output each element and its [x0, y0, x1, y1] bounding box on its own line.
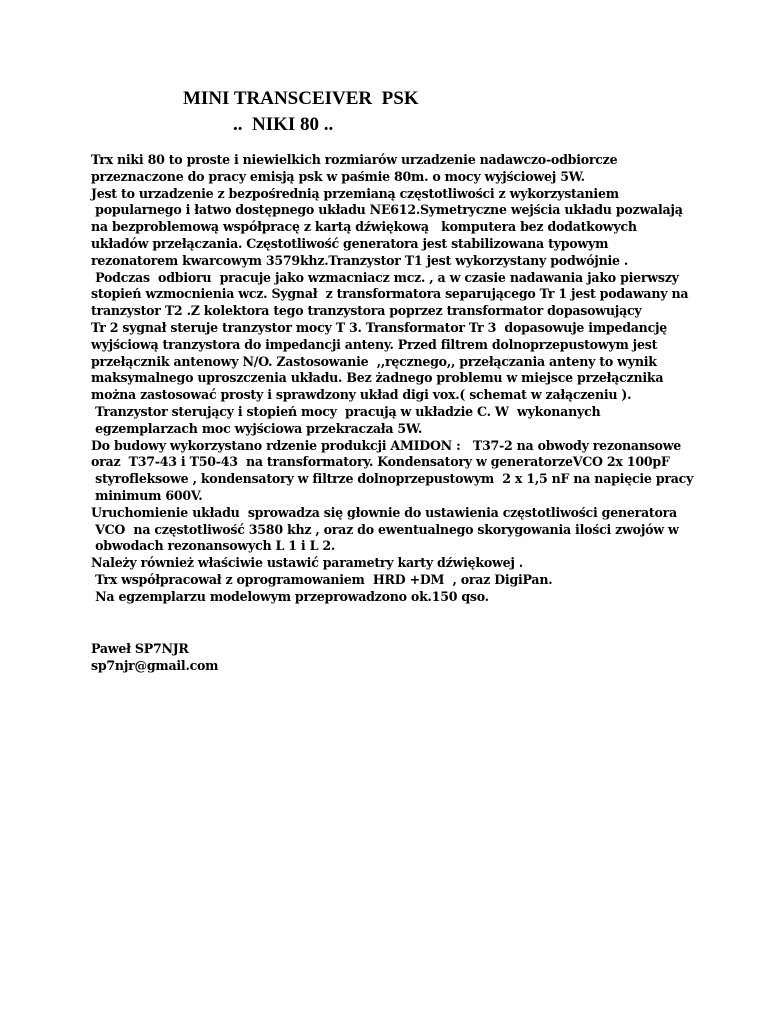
body-line: egzemplarzach moc wyjściowa przekraczała 5W. [91, 420, 422, 436]
body-line: Na egzemplarzu modelowym przeprowadzono ok.150 qso. [91, 588, 489, 604]
body-text [91, 152, 761, 606]
author-name: Paweł SP7NJR [91, 641, 189, 656]
author-email: sp7njr@gmail.com [91, 658, 219, 673]
body-line: Jest to urzadzenie z bezpośrednią przemianą częstotliwości z wykorzystaniem [91, 185, 619, 201]
body-line: Uruchomienie układu sprowadza się głownie do ustawienia częstotliwości generatora [91, 504, 677, 520]
body-line: Do budowy wykorzystano rdzenie produkcji AMIDON : T37-2 na obwody rezonansowe [91, 437, 682, 453]
body-line: Trx niki 80 to proste i niewielkich rozmiarów urzadzenie nadawczo-odbiorcze [91, 152, 618, 167]
body-line: Tranzystor sterujący i stopień mocy pracują w układzie C. W wykonanych [91, 403, 601, 419]
body-line: obwodach rezonansowych L 1 i L 2. [91, 538, 335, 554]
body-line: stopień wzmocnienia wcz. Sygnał z transformatora separującego Tr 1 jest podawany na [91, 286, 689, 302]
body-line: na bezproblemową współpracę z kartą dźwiękową komputera bez dodatkowych [91, 219, 637, 235]
document-title: MINI TRANSCEIVER PSK [183, 88, 419, 109]
body-line: styrofleksowe , kondensatory w filtrze dolnoprzepustowym 2 x 1,5 nF na napięcie pracy [91, 471, 694, 487]
body-line: układów przełączania. Częstotliwość generatora jest stabilizowana typowym [91, 235, 609, 251]
body-line: rezonatorem kwarcowym 3579khz.Tranzystor T1 jest wykorzystany podwójnie . [91, 252, 629, 268]
body-line: tranzystor T2 .Z kolektora tego tranzystora poprzez transformator dopasowujący [91, 303, 642, 319]
document-subtitle: .. NIKI 80 .. [233, 114, 334, 135]
body-line: minimum 600V. [91, 487, 203, 503]
body-line: Podczas odbioru pracuje jako wzmacniacz mcz. , a w czasie nadawania jako pierwszy [91, 269, 679, 285]
body-line: przeznaczone do pracy emisją psk w paśmie 80m. o mocy wyjściowej 5W. [91, 168, 585, 184]
body-line: Należy również właściwie ustawić parametry karty dźwiękowej . [91, 555, 523, 571]
signature-block [91, 640, 218, 674]
body-line: Trx współpracował z oprogramowaniem HRD +DM , oraz DigiPan. [91, 571, 553, 587]
body-line: można zastosować prosty i sprawdzony układ digi vox.( schemat w załączeniu ). [91, 387, 632, 403]
body-line: oraz T37-43 i T50-43 na transformatory. Kondensatory w generatorzeVCO 2x 100pF [91, 454, 670, 470]
body-line: przełącznik antenowy N/O. Zastosowanie ,,ręcznego,, przełączania anteny to wynik [91, 353, 657, 369]
body-line: popularnego i łatwo dostępnego układu NE612.Symetryczne wejścia układu pozwalają [91, 202, 683, 218]
body-line: maksymalnego uproszczenia układu. Bez żadnego problemu w miejsce przełącznika [91, 370, 664, 386]
body-line: VCO na częstotliwość 3580 khz , oraz do ewentualnego skorygowania ilości zwojów w [91, 521, 679, 537]
body-line: wyjściową tranzystora do impedancji anteny. Przed filtrem dolnoprzepustowym jest [91, 336, 658, 352]
body-line: Tr 2 sygnał steruje tranzystor mocy T 3. Transformator Tr 3 dopasowuje impedancję [91, 319, 668, 335]
